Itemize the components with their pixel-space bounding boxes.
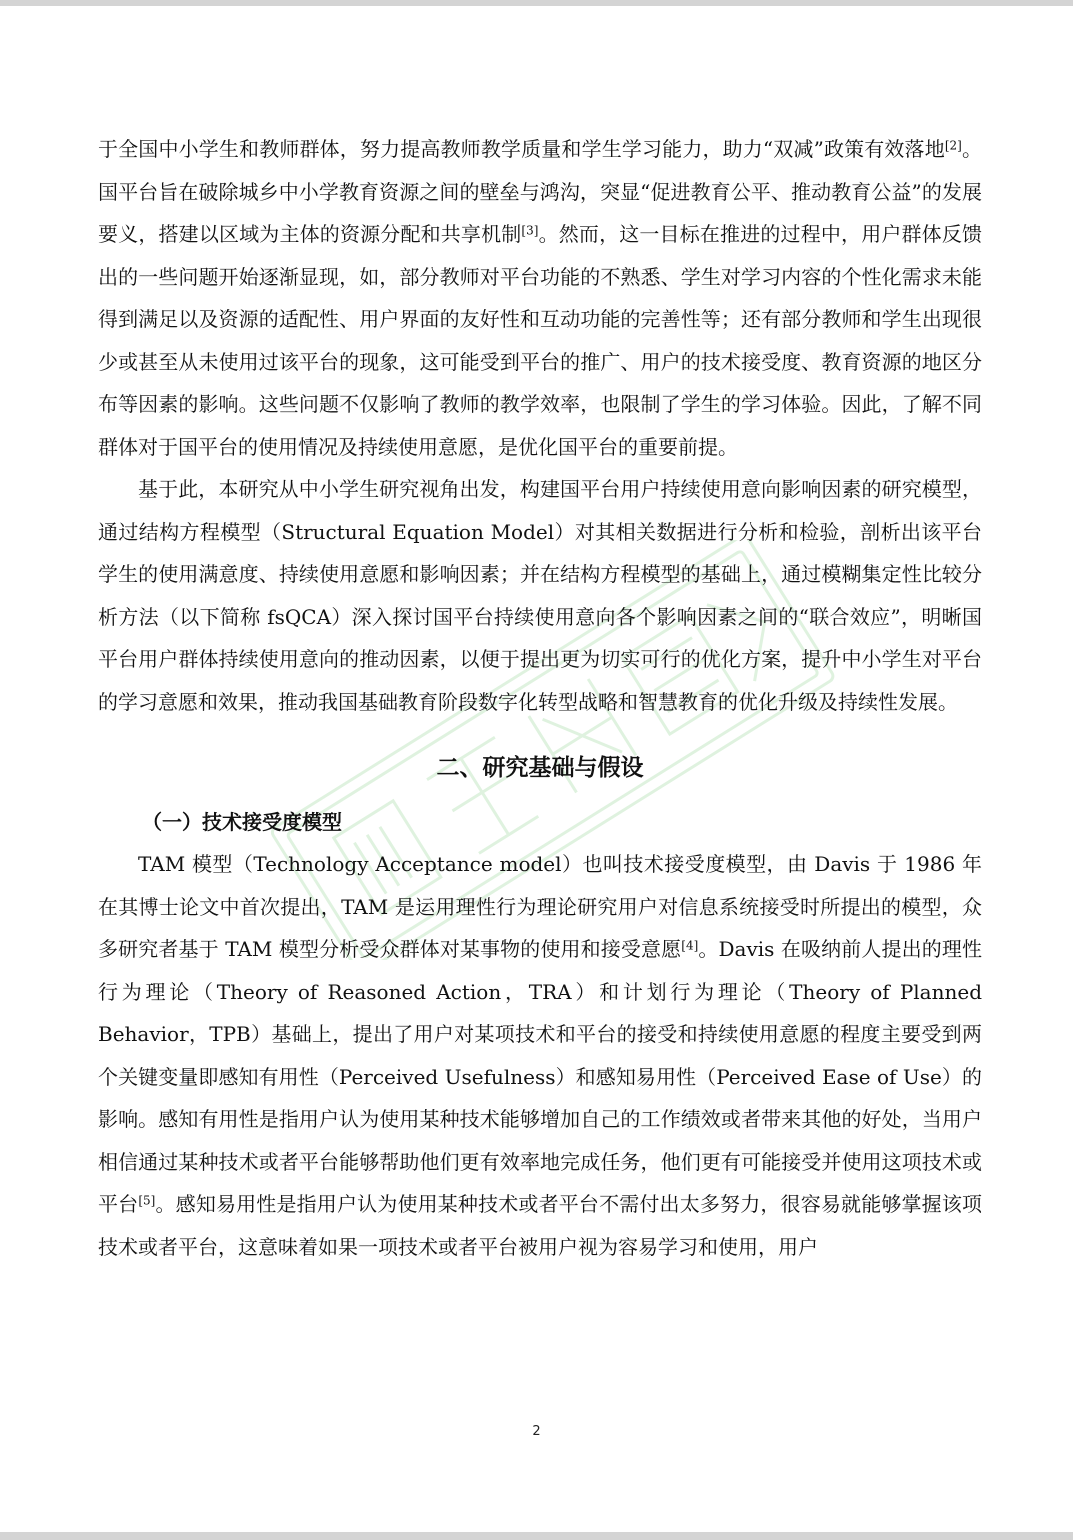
text-run: TAM 模型（Technology Acceptance model）也叫技术接受度模型，由 Davis 于 1986 年在其博士论文中首次提出，TAM 是运用理性行为理论研究用户对信息系统接受时所提出的模型，众多研究者基于 TAM 模型分析受众群体对某事物的使用和接受意愿 (98, 852, 982, 961)
text-run: 于全国中小学生和教师群体，努力提高教师教学质量和学生学习能力，助力“双减”政策有效落地 (98, 137, 945, 161)
text-run: 基于此，本研究从中小学生研究视角出发，构建国平台用户持续使用意向影响因素的研究模型，通过结构方程模型（Structural Equation Model）对其相关数据进行分析和检验，剖析出该平台学生的使用满意度、持续使用意愿和影响因素；并在结构方程模型的基础上，通过模糊集定性比较分析方法（以下简称 fsQCA）深入探讨国平台持续使用意向各个影响因素之间的“联合效应”，明晰国平台用户群体持续使用意向的推动因素，以便于提出更为切实可行的优化方案，提升中小学生对平台的学习意愿和效果，推动我国基础教育阶段数字化转型战略和智慧教育的优化升级及持续性发展。 (98, 477, 982, 714)
page-body (98, 128, 982, 1268)
citation-ref: [4] (681, 938, 699, 953)
subsection-heading: （一）技术接受度模型 (142, 810, 342, 834)
text-run: 。然而，这一目标在推进的过程中，用户群体反馈出的一些问题开始逐渐显现，如，部分教师对平台功能的不熟悉、学生对学习内容的个性化需求未能得到满足以及资源的适配性、用户界面的友好性和互动功能的完善性等；还有部分教师和学生出现很少或甚至从未使用过该平台的现象，这可能受到平台的推广、用户的技术接受度、教育资源的地区分布等因素的影响。这些问题不仅影响了教师的教学效率，也限制了学生的学习体验。因此，了解不同群体对于国平台的使用情况及持续使用意愿，是优化国平台的重要前提。 (98, 222, 983, 459)
page-top-edge (0, 0, 1073, 6)
paragraph (98, 128, 982, 468)
citation-ref: [3] (521, 223, 539, 238)
paragraph (98, 843, 982, 1268)
page-bottom-edge (0, 1532, 1073, 1540)
text-run: 。感知易用性是指用户认为使用某种技术或者平台不需付出太多努力，很容易就能够掌握该项技术或者平台，这意味着如果一项技术或者平台被用户视为容易学习和使用，用户 (98, 1192, 983, 1259)
page-number: 2 (532, 1424, 541, 1439)
text-run: 。国平台旨在破除城乡中小学教育资源之间的壁垒与鸿沟，突显“促进教育公平、推动教育公益”的发展要义，搭建以区域为主体的资源分配和共享机制 (98, 137, 983, 246)
section-heading: 二、研究基础与假设 (436, 755, 644, 781)
citation-ref: [5] (138, 1193, 156, 1208)
citation-ref: [2] (944, 138, 962, 153)
text-run: 。Davis 在吸纳前人提出的理性行为理论（Theory of Reasoned Action，TRA）和计划行为理论（Theory of Planned Behavior，TPB）基础上，提出了用户对某项技术和平台的接受和持续使用意愿的程度主要受到两个关键变量即感知有用性（Perceived Usefulness）和感知易用性（Perceived Ease of Use）的影响。感知有用性是指用户认为使用某种技术能够增加自己的工作绩效或者带来其他的好处，当用户相信通过某种技术或者平台能够帮助他们更有效率地完成任务，他们更有可能接受并使用这项技术或平台 (98, 937, 982, 1216)
paragraph (98, 468, 982, 723)
